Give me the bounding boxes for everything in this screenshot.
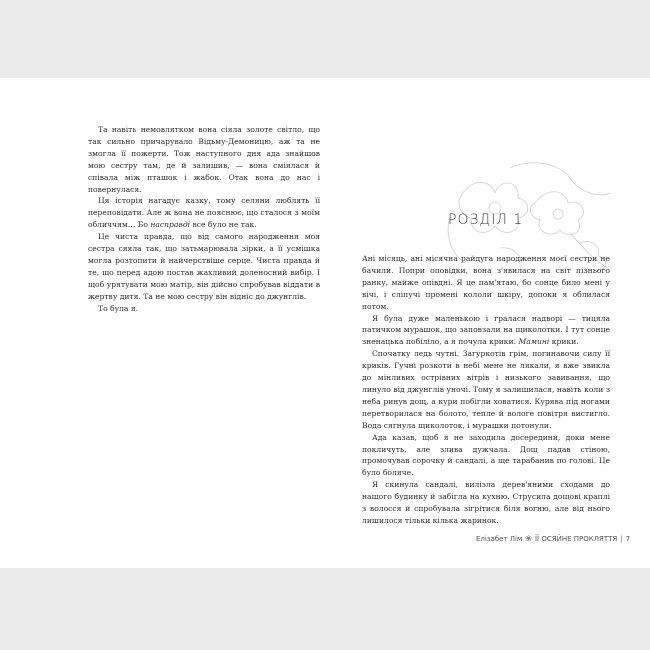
chapter-title: РОЗДІЛ 1 <box>448 212 524 228</box>
footer-book-title: ЇЇ ОСЯЙНЕ ПРОКЛЯТТЯ <box>534 534 618 543</box>
page-footer <box>476 534 631 543</box>
left-page-text <box>88 124 320 315</box>
lotus-ornament-icon: ❀ <box>525 534 532 543</box>
footer-separator: | <box>620 534 623 543</box>
paragraph: Ада казав, щоб я не заходила досередини, доки мене покличуть, але злива дужчала. Дощ падав стіною, промочував сорочку й сандалі, а ще тарабанив по голові. Це було боляче. <box>362 432 610 478</box>
footer-author: Елізабет Лім <box>476 534 523 543</box>
paragraph: Спочатку ледь чутні. Загуркотів грім, погинавочи силу її криків. Гучні розкоти в небі мене не лякали, я вже звикла до мінливих острівних вітрів і низького завивання, що линуло від джунглів уночі. Тому я залишилася, навіть коли з неба ринув дощ, а кури побігли ховатися. Курява під ногами перетворилася на болото, тепле й вологе повітря вистигло. Вода сягнула щиколоток, і мурашки потонули. <box>362 349 610 430</box>
paragraph: Ані місяць, ані місячна райдуга народження моєї сестри не бачили. Попри оповідки, вона з'явилася на світ пізнього ранку, майже опівдні. Я це пам'ятаю, бо сонце било мені у вічі, і сліпучі промені кололи шкіру, допоки я облилася потом. <box>362 254 610 311</box>
paragraph: Це чиста правда, що від самого народження моя сестра сяяла так, що затьмарювала зірки, а її усмішка могла розтопити й найчерствіше серце. Чиста правда й те, що перед адою постав жахливий доленосний вибір. І щоб урятувати мою матір, він дійсно спробував віддати в жертву дитя. Та не мою сестру він відніс до джунглів. <box>88 232 320 301</box>
paragraph: То була я. <box>98 303 139 313</box>
right-page-text <box>362 253 610 527</box>
paragraph: Та навіть немовлятком вона сіяла золоте світло, що так сильно причарувало Відьму-Демоницю, аж та не змогла її пожерти. Тож наступного дня ада знайшов мою сестру там, де й залишив, — вона сміялася й співала між пташок і жабок. Отак вона до нас і повернулася. <box>88 125 320 194</box>
paragraph: Я скинула сандалі, вилізла дерев'яними сходами до нашого будинку й забігла на кухню. Струсила дощові краплі з волосся й спробувала зігрітися біля вогню, але від нього лишилося тільки кілька жаринок. <box>362 480 610 525</box>
paragraph: Ця історія нагадує казку, тому селяни люблять її переповідати. Але ж вона не пояснює, що сталося з моїм обличчям… Бо насправді все було не так. <box>88 196 320 230</box>
page-number: 7 <box>625 534 631 543</box>
paragraph: Я була дуже маленькою і гралася надворі — тицяла патичком мурашок, що заповзали на щиколотки. І тут сонце зненацька побіліло, а я почула крики. Мамині крики. <box>362 313 610 347</box>
book-spread <box>0 78 650 568</box>
